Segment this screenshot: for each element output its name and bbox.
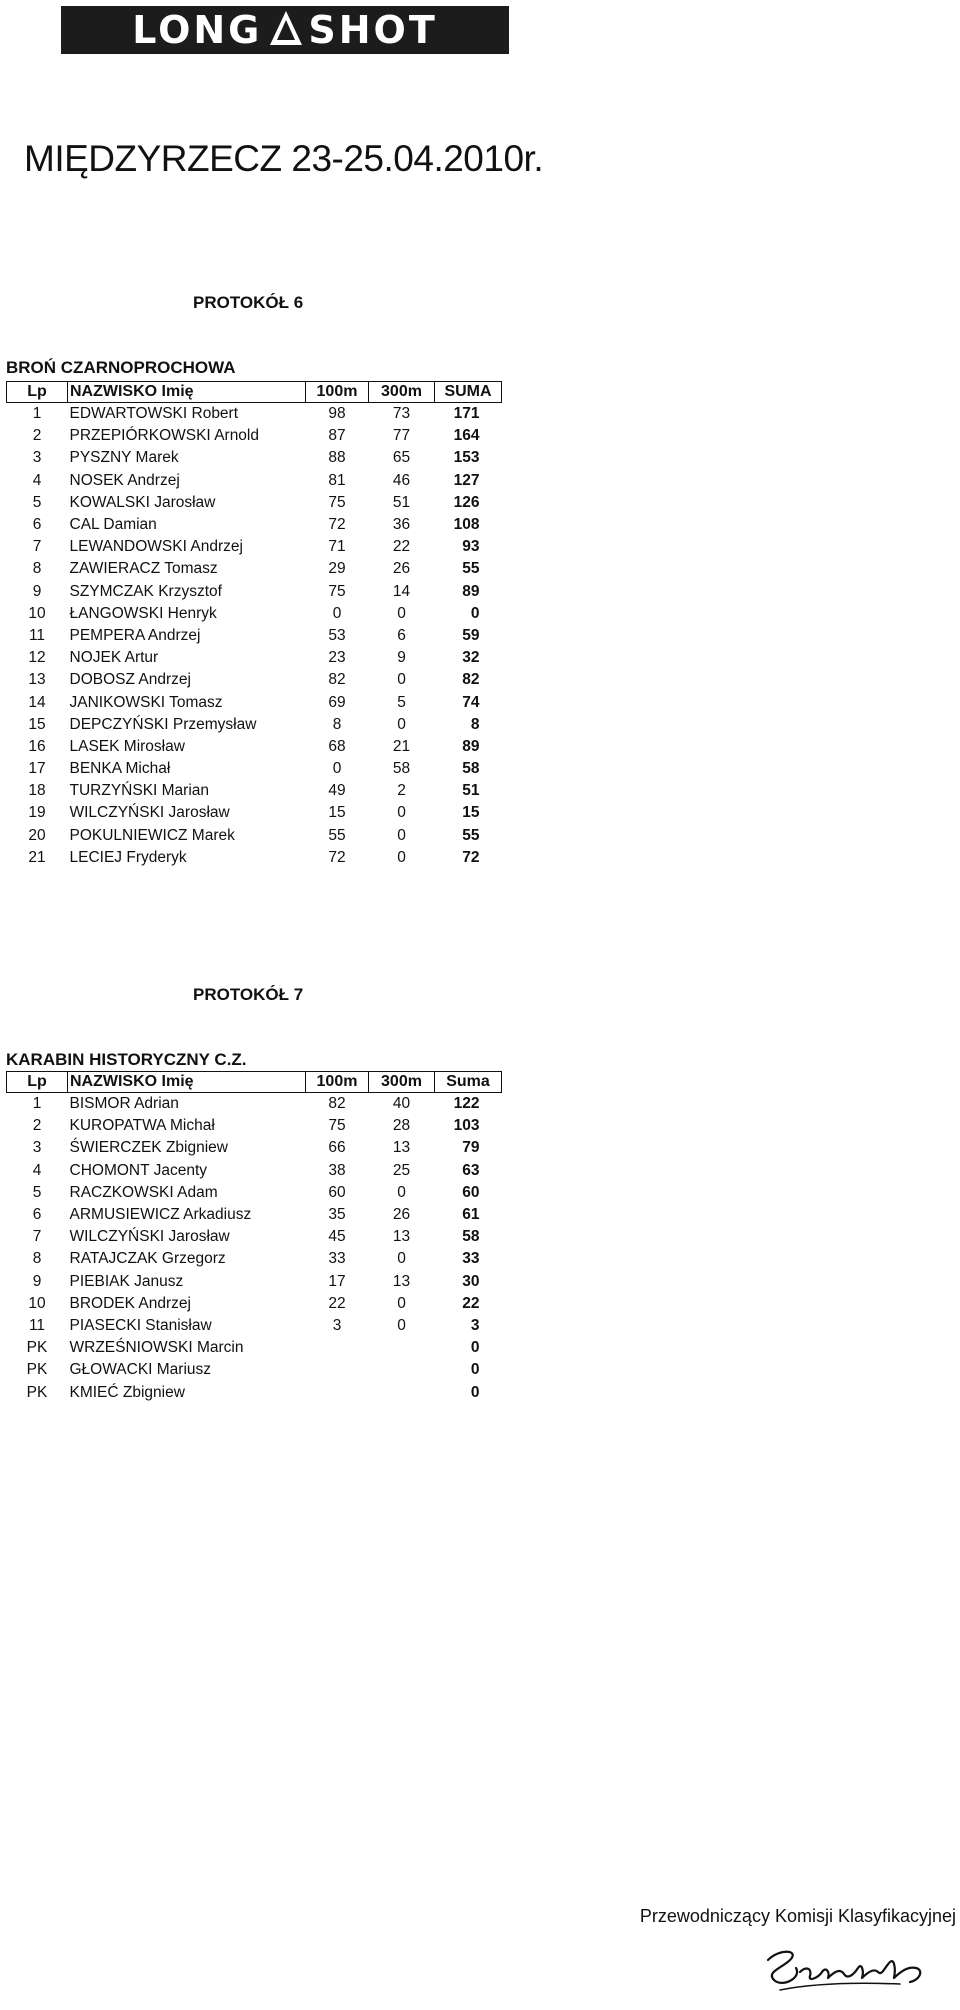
table-row [7, 647, 502, 669]
cell-lp: 9 [32, 582, 42, 600]
cell-300m: 77 [392, 427, 411, 445]
cell-lp: 12 [28, 649, 46, 667]
cell-100m [306, 1381, 369, 1403]
cell-100m: 75 [328, 1117, 346, 1135]
cell-lp: 6 [32, 1206, 42, 1224]
cell-name: NOJEK Artur [69, 649, 159, 667]
cell-300m: 65 [392, 449, 411, 467]
cell-name: PRZEPIÓRKOWSKI Arnold [69, 427, 259, 445]
cell-300m: 0 [397, 1294, 406, 1312]
cell-300m: 5 [397, 693, 406, 711]
cell-100m: 68 [328, 737, 346, 755]
cell-name: TURZYŃSKI Marian [69, 782, 210, 800]
cell-lp: 1 [32, 1095, 42, 1113]
cell-sum: 0 [470, 1339, 480, 1357]
cell-sum: 55 [462, 560, 480, 578]
table-row [7, 1248, 502, 1270]
table-row [7, 1093, 502, 1116]
table-row [7, 603, 502, 625]
cell-lp: 19 [28, 804, 46, 822]
cell-sum: 89 [462, 582, 480, 600]
cell-300m [369, 1381, 435, 1403]
table-row [7, 847, 502, 869]
table-row [7, 1137, 502, 1159]
table-row [7, 1381, 502, 1403]
cell-lp: 17 [28, 760, 46, 778]
cell-lp: 15 [28, 715, 46, 733]
cell-name: LASEK Mirosław [69, 737, 185, 755]
cell-name: WRZEŚNIOWSKI Marcin [69, 1339, 244, 1357]
cell-name: ARMUSIEWICZ Arkadiusz [69, 1206, 252, 1224]
cell-100m: 75 [328, 582, 346, 600]
table-row [7, 1337, 502, 1359]
cell-sum: 126 [453, 493, 480, 511]
cell-name: CHOMONT Jacenty [69, 1161, 208, 1179]
cell-100m: 66 [328, 1139, 346, 1157]
table-row [7, 1271, 502, 1293]
col-100m: 100m [306, 1072, 369, 1093]
longshot-logo [61, 6, 509, 54]
table-row [7, 1160, 502, 1182]
cell-300m: 9 [397, 649, 406, 667]
table-row [7, 802, 502, 824]
cell-300m: 0 [397, 804, 406, 822]
cell-name: PEMPERA Andrzej [69, 626, 201, 644]
protocol-6-table [6, 381, 502, 869]
table-row [7, 558, 502, 580]
cell-sum: 103 [453, 1117, 480, 1135]
cell-name: EDWARTOWSKI Robert [69, 405, 239, 423]
table-row [7, 536, 502, 558]
cell-name: NOSEK Andrzej [69, 471, 180, 489]
protocol-7-title: PROTOKÓŁ 7 [193, 985, 304, 1004]
table-header-row [7, 382, 502, 403]
cell-name: ŚWIERCZEK Zbigniew [69, 1139, 228, 1157]
cell-lp: 4 [32, 1161, 42, 1179]
logo-text-left: LONG [132, 8, 263, 52]
table-row [7, 825, 502, 847]
cell-name: JANIKOWSKI Tomasz [69, 693, 223, 711]
cell-100m: 69 [328, 693, 346, 711]
col-lp: Lp [7, 382, 68, 403]
cell-300m [369, 1337, 435, 1359]
cell-300m: 2 [397, 782, 406, 800]
cell-lp: 16 [28, 737, 46, 755]
cell-name: GŁOWACKI Mariusz [69, 1361, 212, 1379]
cell-name: KOWALSKI Jarosław [69, 493, 216, 511]
cell-name: ŁANGOWSKI Henryk [69, 604, 217, 622]
cell-name: PYSZNY Marek [69, 449, 179, 467]
cell-100m: 60 [328, 1183, 346, 1201]
col-300m: 300m [369, 1072, 435, 1093]
cell-lp: 8 [32, 560, 42, 578]
cell-100m: 82 [328, 1095, 346, 1113]
cell-lp: 10 [28, 604, 46, 622]
table-row [7, 736, 502, 758]
cell-100m: 17 [328, 1272, 346, 1290]
cell-300m: 0 [397, 604, 406, 622]
cell-300m: 0 [397, 826, 406, 844]
cell-300m: 26 [392, 560, 411, 578]
cell-100m: 81 [328, 471, 346, 489]
cell-name: RACZKOWSKI Adam [69, 1183, 218, 1201]
table-row [7, 1182, 502, 1204]
table-row [7, 403, 502, 426]
cell-name: LEWANDOWSKI Andrzej [69, 538, 243, 556]
cell-name: CAL Damian [69, 516, 157, 534]
cell-name: KUROPATWA Michał [69, 1117, 215, 1135]
cell-lp: PK [26, 1339, 48, 1357]
cell-100m: 29 [328, 560, 346, 578]
cell-lp: PK [26, 1361, 48, 1379]
cell-100m: 55 [328, 826, 346, 844]
cell-100m: 82 [328, 671, 346, 689]
col-sum: Suma [435, 1072, 502, 1093]
cell-name: SZYMCZAK Krzysztof [69, 582, 222, 600]
cell-sum: 33 [462, 1250, 480, 1268]
table-row [7, 514, 502, 536]
cell-sum: 61 [462, 1206, 480, 1224]
cell-300m: 13 [392, 1272, 411, 1290]
cell-name: PIASECKI Stanisław [69, 1316, 212, 1334]
cell-lp: 7 [32, 538, 42, 556]
cell-name: WILCZYŃSKI Jarosław [69, 1228, 230, 1246]
cell-lp: 2 [32, 1117, 42, 1135]
table-row [7, 1226, 502, 1248]
cell-sum: 72 [462, 848, 480, 866]
table-row [7, 669, 502, 691]
table-row [7, 1293, 502, 1315]
cell-300m: 6 [397, 626, 406, 644]
cell-lp: 1 [32, 405, 42, 423]
cell-100m: 3 [332, 1316, 342, 1334]
cell-sum: 32 [462, 649, 480, 667]
table-row [7, 780, 502, 802]
cell-lp: 5 [32, 493, 42, 511]
cell-sum: 108 [453, 516, 480, 534]
table-row [7, 447, 502, 469]
cell-300m: 51 [392, 493, 411, 511]
cell-sum: 3 [470, 1316, 480, 1334]
cell-sum: 55 [462, 826, 480, 844]
table-row [7, 581, 502, 603]
cell-sum: 58 [462, 1228, 480, 1246]
col-sum: SUMA [435, 382, 502, 403]
cell-name: DOBOSZ Andrzej [69, 671, 191, 689]
cell-lp: 7 [32, 1228, 42, 1246]
protocol-7-table [6, 1071, 502, 1404]
cell-sum: 30 [462, 1272, 480, 1290]
cell-name: WILCZYŃSKI Jarosław [69, 804, 230, 822]
cell-lp: 20 [28, 826, 46, 844]
cell-name: BENKA Michał [69, 760, 171, 778]
cell-100m [306, 1359, 369, 1381]
cell-lp: 14 [28, 693, 46, 711]
table-row [7, 758, 502, 780]
cell-sum: 82 [462, 671, 480, 689]
cell-300m: 0 [397, 1316, 406, 1334]
table-row [7, 625, 502, 647]
cell-300m: 58 [392, 760, 411, 778]
cell-name: BISMOR Adrian [69, 1095, 179, 1113]
cell-lp: 4 [32, 471, 42, 489]
col-300m: 300m [369, 382, 435, 403]
cell-100m: 22 [328, 1294, 346, 1312]
cell-name: PIEBIAK Janusz [69, 1272, 184, 1290]
protocol-6-title: PROTOKÓŁ 6 [193, 293, 304, 312]
cell-300m: 21 [392, 737, 411, 755]
cell-name: LECIEJ Fryderyk [69, 848, 187, 866]
cell-lp: 5 [32, 1183, 42, 1201]
cell-sum: 79 [462, 1139, 480, 1157]
cell-sum: 93 [462, 538, 480, 556]
cell-sum: 74 [462, 693, 480, 711]
cell-300m: 28 [392, 1117, 411, 1135]
col-100m: 100m [306, 382, 369, 403]
cell-lp: 6 [32, 516, 42, 534]
cell-lp: 21 [28, 848, 46, 866]
cell-lp: PK [26, 1383, 48, 1401]
logo-text-right: SHOT [308, 8, 438, 52]
cell-300m: 14 [392, 582, 411, 600]
cell-100m: 98 [328, 405, 346, 423]
cell-100m: 72 [328, 848, 346, 866]
cell-sum: 22 [462, 1294, 480, 1312]
table-row [7, 1359, 502, 1381]
table-row [7, 714, 502, 736]
table-header-row [7, 1072, 502, 1093]
cell-300m: 22 [392, 538, 411, 556]
cell-lp: 3 [32, 1139, 42, 1157]
cell-300m: 13 [392, 1228, 411, 1246]
cell-sum: 58 [462, 760, 480, 778]
cell-lp: 3 [32, 449, 42, 467]
cell-sum: 0 [470, 1383, 480, 1401]
cell-sum: 63 [462, 1161, 480, 1179]
cell-300m: 13 [392, 1139, 411, 1157]
cell-lp: 13 [28, 671, 46, 689]
cell-100m: 45 [328, 1228, 346, 1246]
col-lp: Lp [7, 1072, 68, 1093]
cell-lp: 9 [32, 1272, 42, 1290]
cell-300m: 0 [397, 1250, 406, 1268]
cell-sum: 8 [470, 715, 480, 733]
col-name: NAZWISKO Imię [68, 382, 306, 403]
cell-100m: 87 [328, 427, 346, 445]
cell-300m: 36 [392, 516, 411, 534]
cell-name: RATAJCZAK Grzegorz [69, 1250, 226, 1268]
cell-100m: 15 [328, 804, 346, 822]
cell-sum: 59 [462, 626, 480, 644]
logo-triangle-icon [270, 11, 302, 45]
cell-lp: 18 [28, 782, 46, 800]
table-row [7, 425, 502, 447]
cell-300m: 0 [397, 848, 406, 866]
cell-sum: 0 [470, 604, 480, 622]
cell-300m: 25 [392, 1161, 411, 1179]
cell-name: ZAWIERACZ Tomasz [69, 560, 218, 578]
protocol-6-body [7, 403, 502, 869]
cell-100m: 8 [332, 715, 342, 733]
cell-100m: 71 [328, 538, 346, 556]
cell-lp: 2 [32, 427, 42, 445]
cell-300m: 26 [392, 1206, 411, 1224]
protocol-7-body [7, 1093, 502, 1404]
cell-100m: 88 [328, 449, 346, 467]
cell-300m: 0 [397, 715, 406, 733]
cell-lp: 10 [28, 1294, 46, 1312]
cell-300m: 46 [392, 471, 411, 489]
cell-name: DEPCZYŃSKI Przemysław [69, 715, 257, 733]
cell-300m: 40 [392, 1095, 411, 1113]
col-name: NAZWISKO Imię [68, 1072, 306, 1093]
protocol-7-category: KARABIN HISTORYCZNY C.Z. [6, 1050, 247, 1069]
table-row [7, 1204, 502, 1226]
table-row [7, 1115, 502, 1137]
cell-100m: 0 [332, 760, 342, 778]
cell-100m: 72 [328, 516, 346, 534]
cell-100m [306, 1337, 369, 1359]
cell-100m: 33 [328, 1250, 346, 1268]
event-place-date: MIĘDZYRZECZ 23-25.04.2010r. [24, 138, 544, 179]
signature-image [760, 1938, 940, 2000]
cell-sum: 89 [462, 737, 480, 755]
cell-sum: 153 [453, 449, 480, 467]
cell-sum: 164 [453, 427, 480, 445]
cell-100m: 0 [332, 604, 342, 622]
cell-100m: 35 [328, 1206, 346, 1224]
cell-300m: 73 [392, 405, 411, 423]
table-row [7, 1315, 502, 1337]
cell-100m: 75 [328, 493, 346, 511]
cell-sum: 51 [462, 782, 480, 800]
cell-name: KMIEĆ Zbigniew [69, 1383, 185, 1401]
cell-sum: 127 [453, 471, 480, 489]
table-row [7, 492, 502, 514]
cell-name: POKULNIEWICZ Marek [69, 826, 235, 844]
protocol-6-category: BROŃ CZARNOPROCHOWA [6, 358, 236, 377]
cell-lp: 11 [28, 1316, 46, 1334]
cell-300m: 0 [397, 671, 406, 689]
cell-100m: 53 [328, 626, 346, 644]
cell-sum: 0 [470, 1361, 480, 1379]
chairman-label: Przewodniczący Komisji Klasyfikacyjnej [639, 1906, 956, 1926]
cell-100m: 49 [328, 782, 346, 800]
cell-100m: 38 [328, 1161, 346, 1179]
cell-lp: 8 [32, 1250, 42, 1268]
cell-300m [369, 1359, 435, 1381]
cell-100m: 23 [328, 649, 346, 667]
cell-lp: 11 [28, 626, 46, 644]
table-row [7, 691, 502, 713]
cell-300m: 0 [397, 1183, 406, 1201]
cell-sum: 60 [462, 1183, 480, 1201]
table-row [7, 470, 502, 492]
cell-sum: 15 [462, 804, 480, 822]
cell-sum: 171 [453, 405, 480, 423]
cell-name: BRODEK Andrzej [69, 1294, 191, 1312]
cell-sum: 122 [453, 1095, 480, 1113]
